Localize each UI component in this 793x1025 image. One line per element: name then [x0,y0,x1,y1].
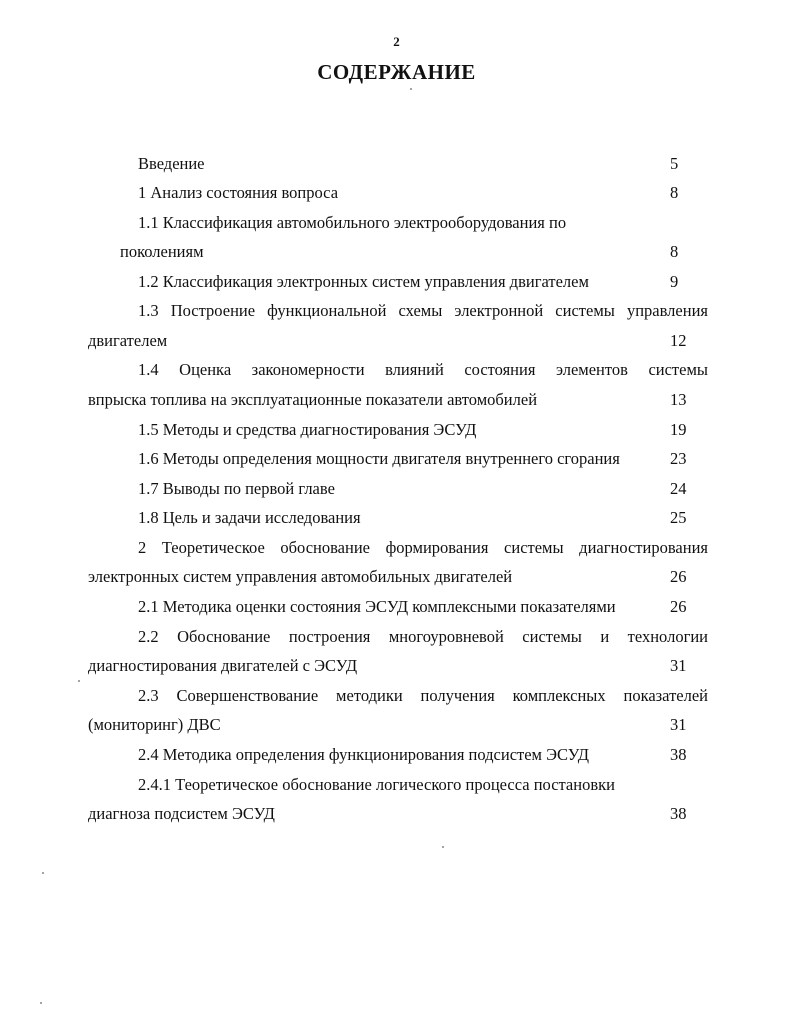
toc-entry-text-line1: 2.2 Обоснование построения многоуровневой системы и технологии [138,627,708,646]
toc-page-number: 26 [670,597,687,616]
toc-entry-text: 1 Анализ состояния вопроса [138,183,339,202]
toc-entry-text: 2.1 Методика оценки состояния ЭСУД комплексными показателями [138,597,616,616]
toc-entry-text: 2.4 Методика определения функционирования подсистем ЭСУД [138,745,590,764]
toc-entry-text-line2: впрыска топлива на эксплуатационные показатели автомобилей [88,390,538,409]
toc-entry-text-line1: 1.1 Классификация автомобильного электрооборудования по [138,213,567,232]
toc-page-number: 13 [670,390,687,409]
toc-page-number: 5 [670,154,679,173]
page-number: 2 [393,34,400,49]
toc-entry-text: 1.2 Классификация электронных систем управления двигателем [138,272,589,291]
toc-page-number: 23 [670,449,687,468]
toc-entry-text: 1.5 Методы и средства диагностирования ЭСУД [138,420,477,439]
toc-entry-text-line2: поколениям [120,242,204,261]
toc-entry-text-line1: 2 Теоретическое обоснование формирования системы диагностирования [138,538,708,557]
toc-entry-text: 1.8 Цель и задачи исследования [138,508,361,527]
scan-speck [40,1002,42,1004]
toc-page-number: 12 [670,331,687,350]
toc-entry-text-line2: диагностирования двигателей с ЭСУД [88,656,358,675]
scan-speck [78,680,80,682]
toc-page-number: 8 [670,183,679,202]
toc-page-number: 38 [670,804,687,823]
toc-page-number: 9 [670,272,679,291]
toc-page-number: 26 [670,567,687,586]
toc-page-number: 24 [670,479,687,498]
toc-entry-text: 1.6 Методы определения мощности двигателя внутреннего сгорания [138,449,620,468]
toc-entry-text-line2: диагноза подсистем ЭСУД [88,804,275,823]
toc-entry-text-line1: 2.4.1 Теоретическое обоснование логического процесса постановки [138,775,615,794]
toc-page-number: 38 [670,745,687,764]
toc-entry-text-line1: 1.4 Оценка закономерности влияний состояния элементов системы [138,360,708,379]
toc-entry-text-line2: электронных систем управления автомобильных двигателей [88,567,513,586]
toc-entry-text-line1: 2.3 Совершенствование методики получения комплексных показателей [138,686,708,705]
toc-page-number: 31 [670,656,687,675]
toc-entry-text: Введение [138,154,205,173]
scan-speck [410,88,412,90]
toc-page-number: 8 [670,242,679,261]
toc-entry-text-line2: (мониторинг) ДВС [88,715,221,734]
scan-speck [42,872,44,874]
toc-entry-text-line1: 1.3 Построение функциональной схемы электронной системы управления [138,301,708,320]
toc-page-number: 31 [670,715,687,734]
page-title: СОДЕРЖАНИЕ [317,60,476,84]
toc-entry-text-line2: двигателем [88,331,168,350]
toc-page-number: 25 [670,508,687,527]
toc-page-number: 19 [670,420,687,439]
scan-speck [442,846,444,848]
toc-entry-text: 1.7 Выводы по первой главе [138,479,335,498]
